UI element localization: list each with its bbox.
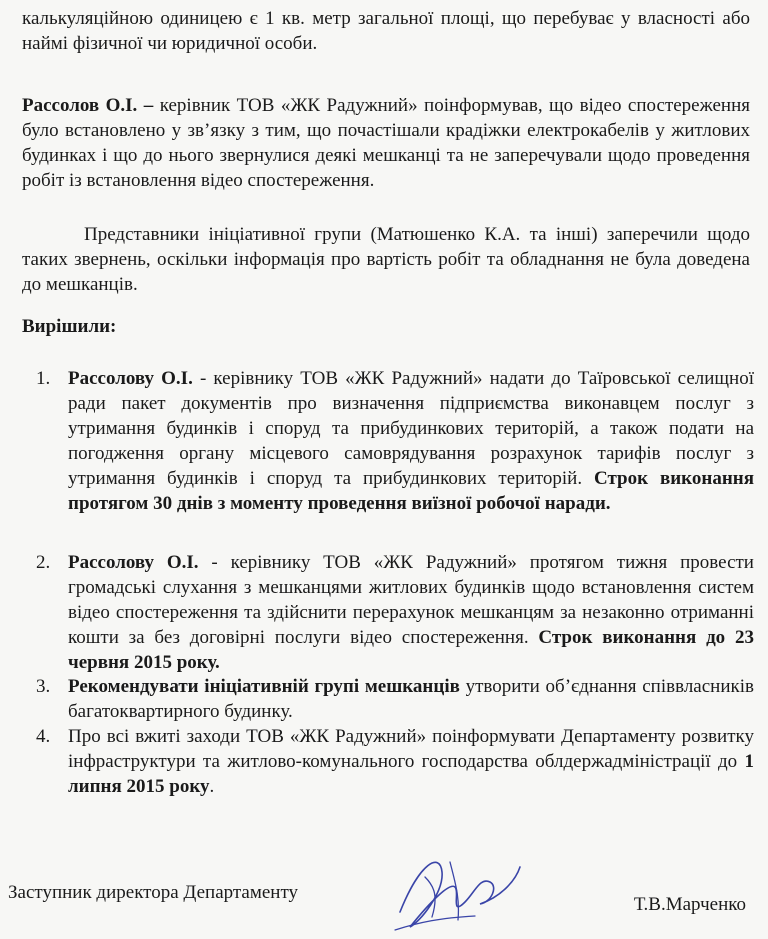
signatory-name: Т.В.Марченко bbox=[633, 894, 746, 915]
list-item bbox=[36, 366, 754, 550]
handwritten-signature bbox=[380, 842, 530, 934]
item-number: 4. bbox=[36, 726, 51, 747]
speaker-name: Рассолов О.І. – bbox=[22, 95, 154, 116]
item-number: 1. bbox=[36, 368, 51, 389]
decided-heading: Вирішили: bbox=[22, 316, 117, 337]
item-text: Про всі вжиті заходи ТОВ «ЖК Радужний» поінформувати Департаменту розвитку інфраструктури та житлово-комунального господарства облдержадміністрації до 1 липня 2015 року. bbox=[68, 726, 754, 797]
decisions-list bbox=[36, 366, 754, 799]
item-text: Рассолову О.І. - керівнику ТОВ «ЖК Радужний» протягом тижня провести громадські слухання з мешканцями житлових будинків щодо встановлення систем відео спостереження та здійснити перерахунок мешканцям за незаконно отриманні кошти за без договірні послуги відео спостереження. Строк виконання до 23 червня 2015 року. bbox=[68, 552, 754, 673]
item-number: 2. bbox=[36, 552, 51, 573]
item-text: Рассолову О.І. - керівнику ТОВ «ЖК Радужний» надати до Таїровської селищної ради пакет документів про визначення підприємства виконавцем послуг з утримання будинків і споруд та прибудинкових територій, а також подати на погодження органу місцевого самоврядування розрахунок тарифів послуг з утримання будинків і споруд та прибудинкових територій. Строк виконання протягом 30 днів з моменту проведення виїзної робочої наради. bbox=[68, 368, 754, 514]
item-text: Рекомендувати ініціативній групі мешканців утворити об’єднання співвласників багатоквартирного будинку. bbox=[68, 676, 754, 722]
list-item bbox=[36, 724, 754, 799]
list-item bbox=[36, 550, 754, 674]
initiative-paragraph bbox=[22, 222, 750, 297]
list-item bbox=[36, 674, 754, 724]
speaker-text: керівник ТОВ «ЖК Радужний» поінформував, що відео спостереження було встановлено у зв’язку з тим, що почастішали крадіжки електрокабелів у житлових будинках і що до нього звернулися деякі мешканці та не заперечували щодо проведення робіт із встановлення відео спостереження. bbox=[22, 95, 750, 191]
item-number: 3. bbox=[36, 676, 51, 697]
initiative-text: Представники ініціативної групи (Матюшенко К.А. та інші) заперечили щодо таких звернень, оскільки інформація про вартість робіт та обладнання не була доведена до мешканців. bbox=[22, 224, 750, 295]
signatory-role: Заступник директора Департаменту bbox=[8, 882, 299, 903]
intro-paragraph bbox=[22, 6, 750, 56]
intro-text: калькуляційною одиницею є 1 кв. метр загальної площі, що перебуває у власності або наймі фізичної чи юридичної особи. bbox=[22, 8, 750, 54]
speaker-paragraph bbox=[22, 93, 750, 193]
